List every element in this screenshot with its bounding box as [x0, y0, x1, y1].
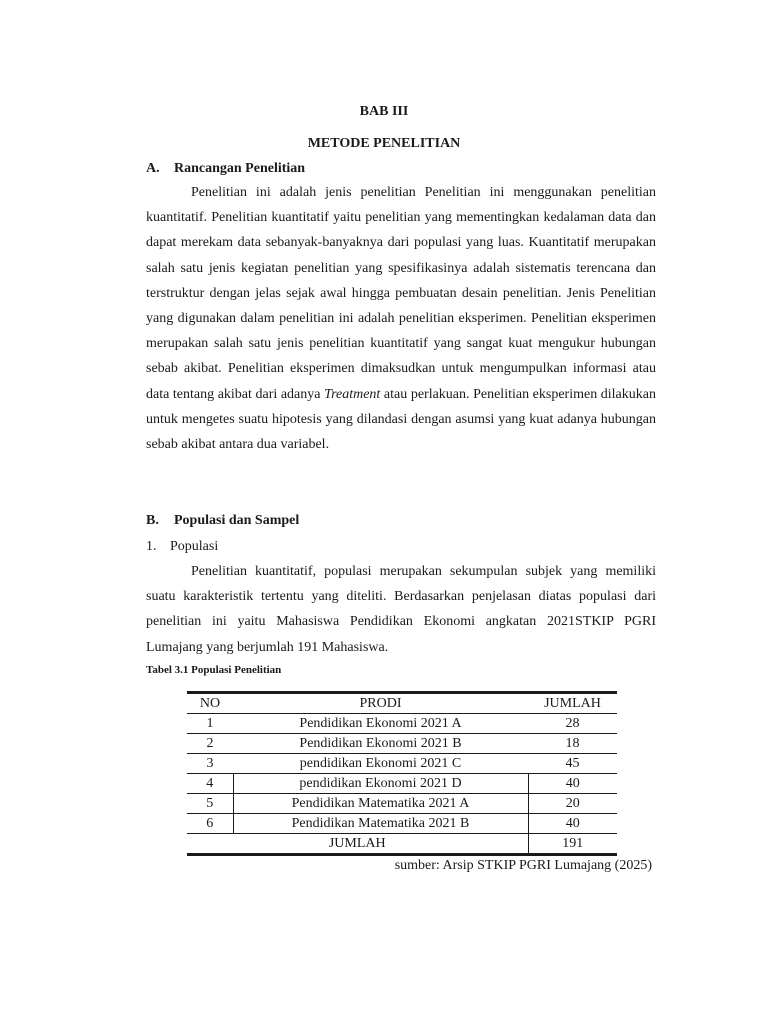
table-row	[187, 754, 617, 774]
table-caption: Tabel 3.1 Populasi Penelitian	[146, 664, 282, 676]
table-row	[187, 714, 617, 734]
header-no: NO	[187, 693, 233, 714]
table-row	[187, 774, 617, 794]
section-b-letter: B.	[146, 513, 159, 528]
subsection-populasi-heading	[146, 539, 218, 555]
section-a-italic-term: Treatment	[324, 386, 381, 402]
cell-jumlah: 40	[528, 814, 617, 834]
subsection-title: Populasi	[170, 539, 219, 554]
table-row	[187, 734, 617, 754]
total-value: 191	[528, 834, 617, 855]
cell-no: 3	[187, 754, 233, 774]
cell-prodi: Pendidikan Matematika 2021 A	[233, 794, 528, 814]
cell-prodi: Pendidikan Ekonomi 2021 B	[233, 734, 528, 754]
cell-prodi: Pendidikan Matematika 2021 B	[233, 814, 528, 834]
cell-prodi: pendidikan Ekonomi 2021 D	[233, 774, 528, 794]
cell-jumlah: 45	[528, 754, 617, 774]
table-total-row	[187, 834, 617, 855]
cell-no: 2	[187, 734, 233, 754]
section-a-letter: A.	[146, 161, 160, 176]
section-b-paragraph: Penelitian kuantitatif, populasi merupakan sekumpulan subjek yang memiliki suatu karakteristik tertentu yang diteliti. Berdasarkan penjelasan diatas populasi dari penelitian ini yaitu Mahasiswa Pendidikan Ekonomi angkatan 2021STKIP PGRI Lumajang yang berjumlah 191 Mahasiswa.	[146, 564, 656, 655]
table-row	[187, 814, 617, 834]
table-row	[187, 794, 617, 814]
section-a-paragraph	[146, 180, 656, 457]
section-b-heading	[146, 513, 299, 529]
section-b-title: Populasi dan Sampel	[174, 513, 300, 528]
subsection-number: 1.	[146, 539, 157, 554]
cell-jumlah: 18	[528, 734, 617, 754]
cell-no: 6	[187, 814, 233, 834]
cell-no: 5	[187, 794, 233, 814]
cell-jumlah: 20	[528, 794, 617, 814]
cell-jumlah: 40	[528, 774, 617, 794]
population-table	[187, 691, 617, 856]
section-a-heading	[146, 161, 305, 177]
cell-no: 4	[187, 774, 233, 794]
total-label: JUMLAH	[187, 834, 528, 855]
section-a-text-2: atau perlakuan. Penelitian eksperimen dilakukan untuk mengetes suatu hipotesis yang dilandasi dengan asumsi yang kuat adanya hubungan sebab akibat antara dua variabel.	[146, 386, 656, 453]
section-a-title: Rancangan Penelitian	[174, 161, 306, 176]
table-header-row	[187, 693, 617, 714]
cell-prodi: Pendidikan Ekonomi 2021 A	[233, 714, 528, 734]
cell-jumlah: 28	[528, 714, 617, 734]
cell-prodi: pendidikan Ekonomi 2021 C	[233, 754, 528, 774]
chapter-title: METODE PENELITIAN	[307, 136, 461, 151]
cell-no: 1	[187, 714, 233, 734]
table-source: sumber: Arsip STKIP PGRI Lumajang (2025)	[394, 858, 652, 873]
header-prodi: PRODI	[233, 693, 528, 714]
chapter-number: BAB III	[359, 104, 409, 119]
section-a-text-1: Penelitian ini adalah jenis penelitian Penelitian ini menggunakan penelitian kuantitatif. Penelitian kuantitatif yaitu penelitian yang mementingkan kedalaman data dan dapat merekam data sebanyak-banyaknya dari populasi yang luas. Kuantitatif merupakan salah satu jenis kegiatan penelitian yang spesifikasinya adalah sistematis terencana dan terstruktur dengan jelas sejak awal hingga pembuatan desain penelitian. Jenis Penelitian yang digunakan dalam penelitian ini adalah penelitian eksperimen. Penelitian eksperimen merupakan salah satu jenis penelitian kuantitatif yang sangat kuat mengukur hubungan sebab akibat. Penelitian eksperimen dimaksudkan untuk mengumpulkan informasi atau data tentang akibat dari adanya	[146, 185, 656, 402]
header-jumlah: JUMLAH	[528, 693, 617, 714]
